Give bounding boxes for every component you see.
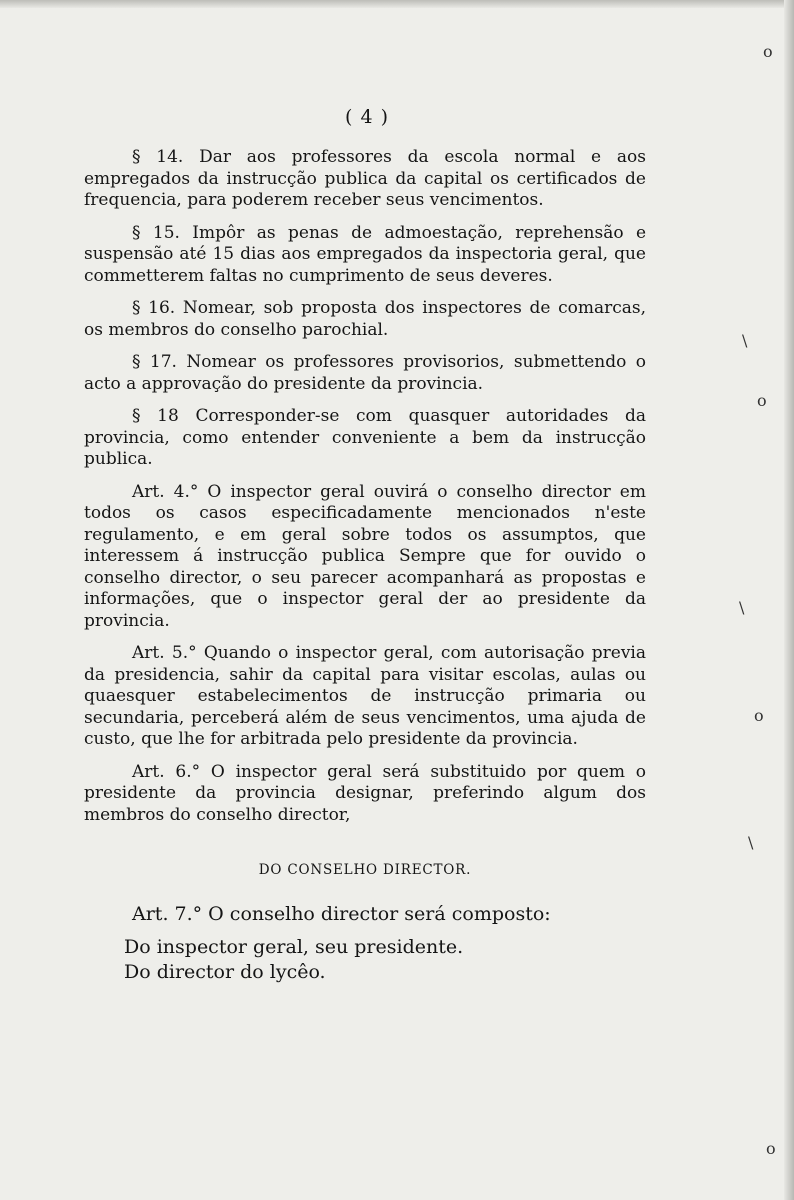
page-right-edge xyxy=(784,0,794,1200)
paragraph-article-7: Art. 7.° O conselho director será composto: xyxy=(132,902,551,925)
scan-speck: \ xyxy=(739,598,745,617)
scan-speck: o xyxy=(766,1139,776,1158)
section-heading-conselho-director: DO CONSELHO DIRECTOR. xyxy=(258,862,472,878)
paragraph-section-17: § 17. Nomear os professores provisorios, submettendo o acto a approvação do presidente da provincia. xyxy=(84,352,646,394)
scan-speck: o xyxy=(763,42,773,61)
member-line-director: Do director do lycêo. xyxy=(124,960,326,983)
scan-speck: o xyxy=(757,391,767,410)
page-number: ( 4 ) xyxy=(345,106,389,128)
member-line-inspector: Do inspector geral, seu presidente. xyxy=(124,935,464,958)
scan-speck: \ xyxy=(748,833,754,852)
scan-speck: \ xyxy=(742,331,748,350)
page-top-edge xyxy=(0,0,794,8)
paragraph-article-5: Art. 5.° Quando o inspector geral, com autorisação previa da presidencia, sahir da capital para visitar escolas, aulas ou quaesquer estabelecimentos de instrucção primaria ou secundaria, perceberá além de seus vencimentos, uma ajuda de custo, que lhe for arbitrada pelo presidente da provincia. xyxy=(84,643,646,749)
document-body xyxy=(84,147,646,985)
scan-speck: o xyxy=(754,706,764,725)
paragraph-article-6: Art. 6.° O inspector geral será substituido por quem o presidente da provincia designar, preferindo algum dos membros do conselho director, xyxy=(84,761,646,825)
paragraph-section-14: § 14. Dar aos professores da escola normal e aos empregados da instrucção publica da capital os certificados de frequencia, para poderem receber seus vencimentos. xyxy=(84,147,646,210)
paragraph-section-18: § 18 Corresponder-se com quasquer autoridades da provincia, como entender conveniente a bem da instrucção publica. xyxy=(84,406,646,469)
paragraph-article-4: Art. 4.° O inspector geral ouvirá o conselho director em todos os casos especificadamente mencionados n'este regulamento, e em geral sobre todos os assumptos, que interessem á instrucção publica Sempre que for ouvido o conselho director, o seu parecer acompanhará as propostas e informações, que o inspector geral der ao presidente da provincia. xyxy=(84,481,646,631)
paragraph-section-15: § 15. Impôr as penas de admoestação, reprehensão e suspensão até 15 dias aos empregados da inspectoria geral, que commetterem faltas no cumprimento de seus deveres. xyxy=(84,222,646,286)
paragraph-section-16: § 16. Nomear, sob proposta dos inspectores de comarcas, os membros do conselho parochial. xyxy=(84,298,646,340)
